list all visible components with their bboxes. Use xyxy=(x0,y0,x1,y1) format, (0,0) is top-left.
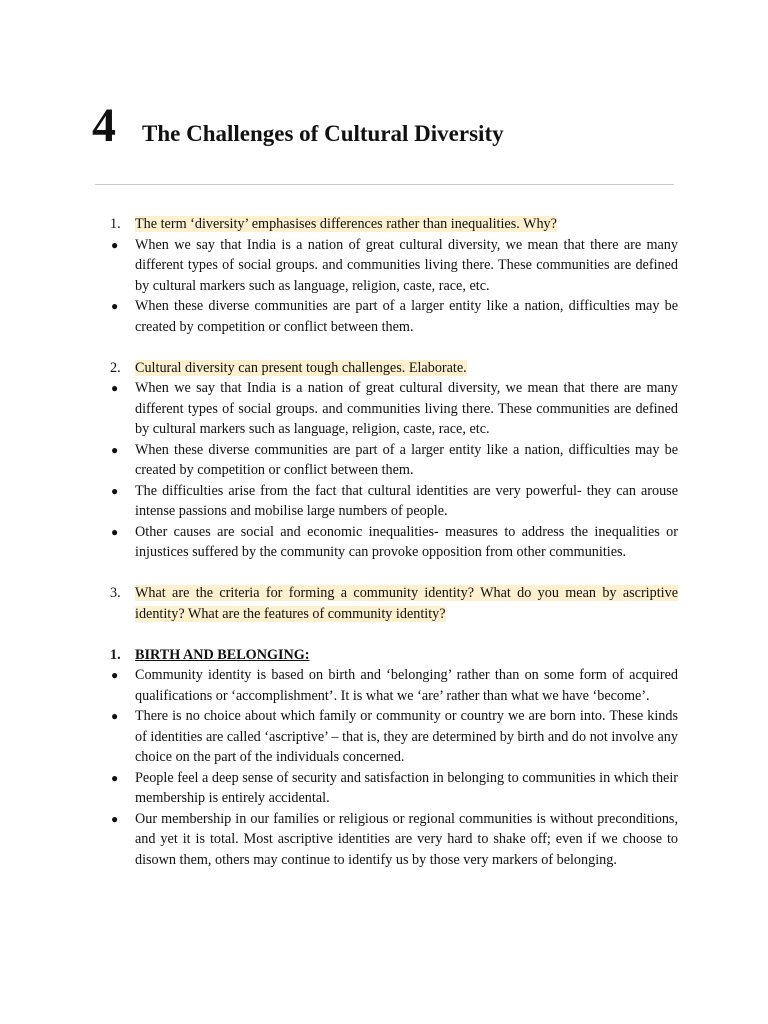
bullet-icon: ● xyxy=(111,709,119,723)
chapter-header xyxy=(92,96,504,156)
bullet-text: There is no choice about which family or community or country we are born into. These kinds of identities are called ‘ascriptive’ – that is, they are determined by birth and do not involve any choice on the part of the individuals concerned. xyxy=(135,708,678,765)
subsection-title: BIRTH AND BELONGING: xyxy=(135,646,310,663)
bullet-icon: ● xyxy=(111,524,119,539)
question-item xyxy=(110,214,678,235)
bullet-icon: ● xyxy=(111,668,119,682)
question-block xyxy=(110,214,678,337)
question-item xyxy=(110,583,678,624)
question-block xyxy=(110,358,678,563)
document-body xyxy=(110,214,678,870)
chapter-title: The Challenges of Cultural Diversity xyxy=(142,121,504,146)
bullet-icon: ● xyxy=(111,483,119,498)
bullet-icon: ● xyxy=(111,381,119,395)
bullet-text: When we say that India is a nation of great cultural diversity, we mean that there are many different types of social groups. and communities living there. These communities are defined by cultural markers such as language, religion, caste, race, etc. xyxy=(135,380,678,437)
question-item xyxy=(110,358,678,379)
question-block xyxy=(110,583,678,624)
header-divider xyxy=(95,184,674,185)
subsection-block xyxy=(110,645,678,871)
question-text: Cultural diversity can present tough challenges. Elaborate. xyxy=(135,359,467,376)
bullet-item xyxy=(110,378,678,440)
question-number: 2. xyxy=(110,359,121,376)
bullet-icon: ● xyxy=(111,299,119,313)
subsection-heading xyxy=(110,645,678,666)
bullet-item xyxy=(110,481,678,522)
bullet-text: Community identity is based on birth and ‘belonging’ rather than on some form of acquired qualifications or ‘accomplishment’. It is what we ‘are’ rather than what we have ‘become’. xyxy=(135,667,678,704)
question-text: What are the criteria for forming a community identity? What do you mean by ascriptive identity? What are the features of community identity? xyxy=(135,585,678,622)
chapter-number: 4 xyxy=(92,99,116,152)
bullet-item xyxy=(110,809,678,871)
bullet-text: When these diverse communities are part of a larger entity like a nation, difficulties may be created by competition or conflict between them. xyxy=(135,298,678,335)
bullet-icon: ● xyxy=(111,770,119,785)
bullet-item xyxy=(110,768,678,809)
bullet-item xyxy=(110,235,678,297)
bullet-icon: ● xyxy=(111,811,119,826)
bullet-text: When these diverse communities are part of a larger entity like a nation, difficulties may be created by competition or conflict between them. xyxy=(135,441,678,478)
question-number: 3. xyxy=(110,585,121,601)
bullet-text: People feel a deep sense of security and satisfaction in belonging to communities in which their membership is entirely accidental. xyxy=(135,769,678,806)
subsection-number: 1. xyxy=(110,646,121,663)
bullet-item xyxy=(110,665,678,706)
bullet-item xyxy=(110,522,678,563)
bullet-text: When we say that India is a nation of great cultural diversity, we mean that there are many different types of social groups. and communities living there. These communities are defined by cultural markers such as language, religion, caste, race, etc. xyxy=(135,236,678,294)
bullet-item xyxy=(110,706,678,768)
bullet-text: Other causes are social and economic inequalities- measures to address the inequalities or injustices suffered by the community can provoke opposition from other communities. xyxy=(135,523,678,560)
bullet-text: Our membership in our families or religious or regional communities is without preconditions, and yet it is total. Most ascriptive identities are very hard to shake off; even if we choose to disown them, others may continue to identify us by those very markers of belonging. xyxy=(135,810,678,868)
bullet-item xyxy=(110,440,678,481)
question-number: 1. xyxy=(110,216,121,232)
bullet-item xyxy=(110,296,678,337)
bullet-text: The difficulties arise from the fact that cultural identities are very powerful- they can arouse intense passions and mobilise large numbers of people. xyxy=(135,482,678,519)
bullet-icon: ● xyxy=(111,237,119,252)
question-text: The term ‘diversity’ emphasises differences rather than inequalities. Why? xyxy=(135,216,557,232)
bullet-icon: ● xyxy=(111,442,119,457)
